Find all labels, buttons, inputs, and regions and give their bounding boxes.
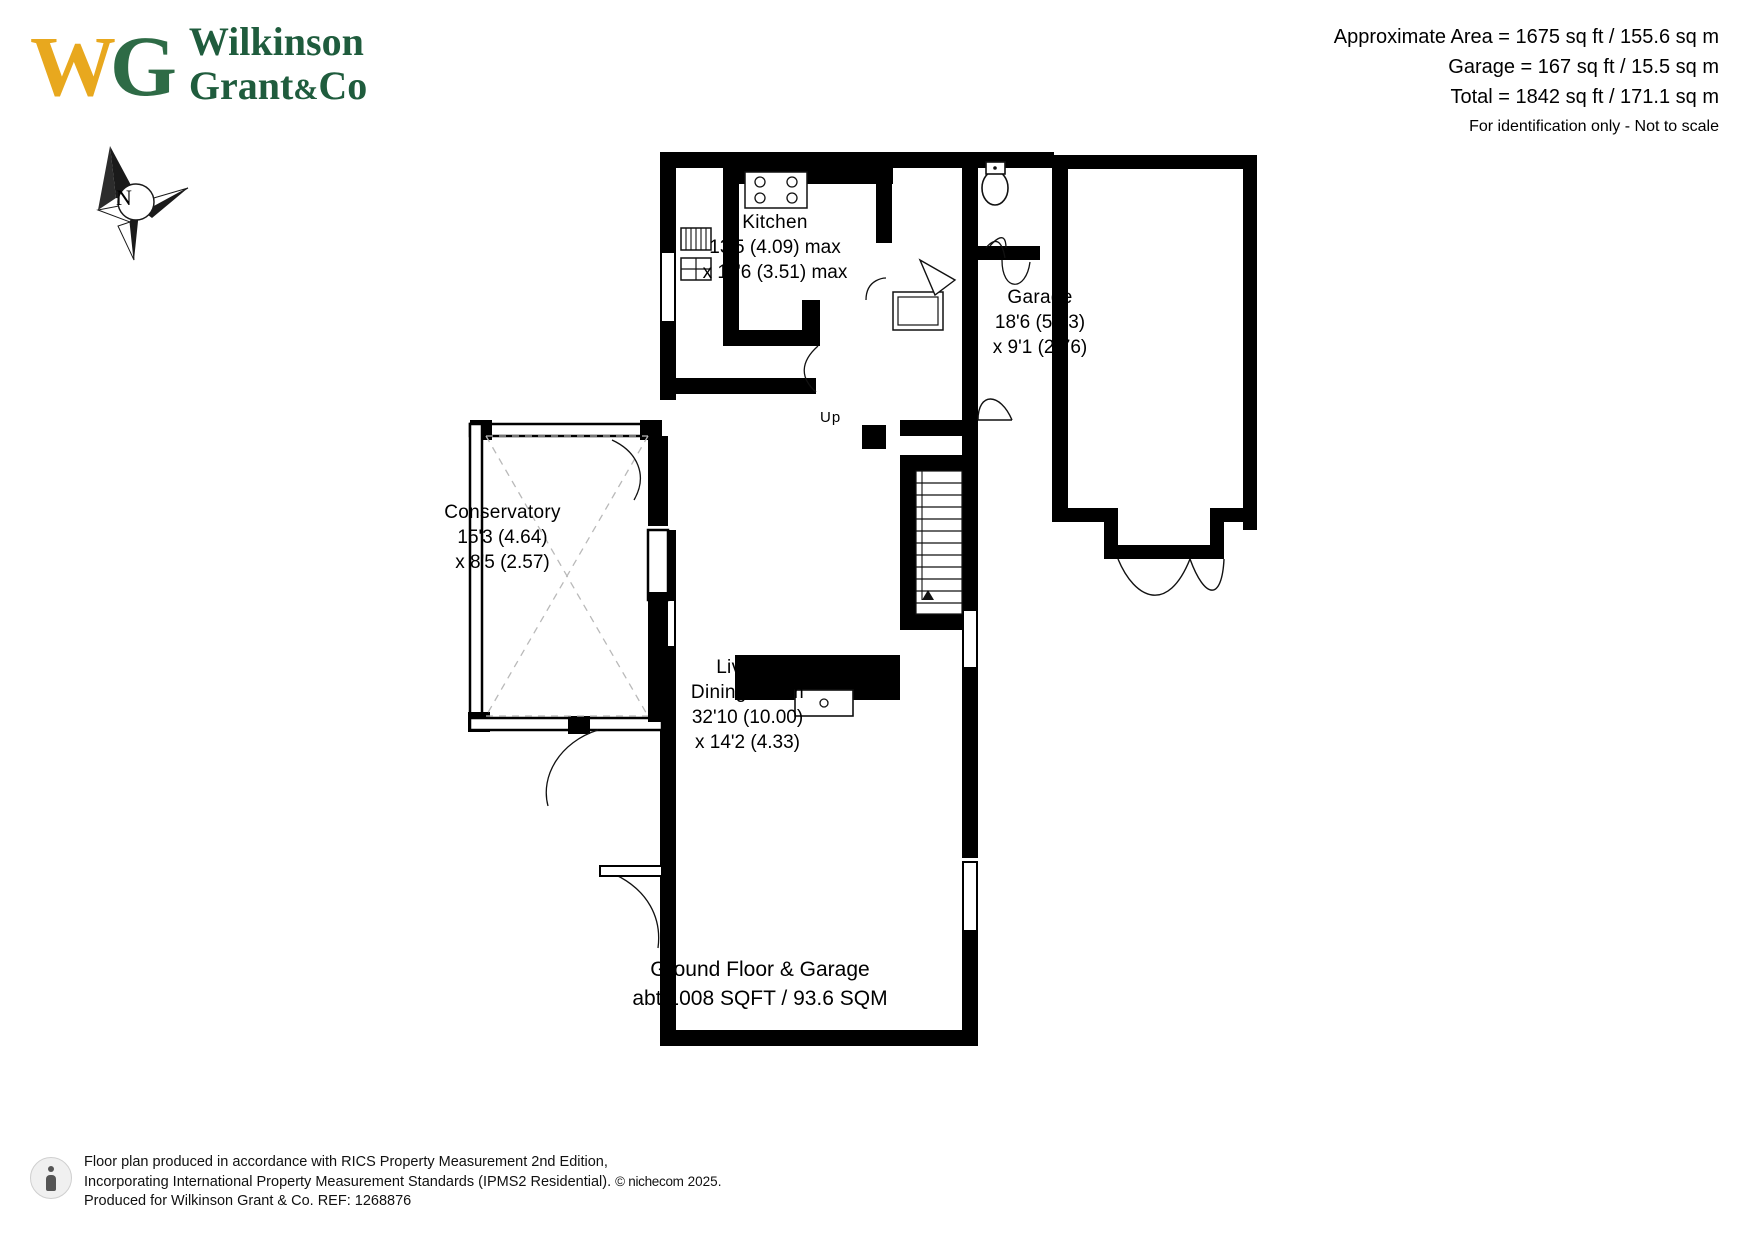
accessibility-person-icon xyxy=(30,1157,72,1199)
garage-outline xyxy=(1052,155,1257,595)
footer-line-3: Produced for Wilkinson Grant & Co. REF: 1268876 xyxy=(84,1193,412,1209)
conservatory-dim-1: 15'3 (4.64) xyxy=(457,527,548,548)
garage-area-text: Garage = 167 sq ft / 15.5 sq m xyxy=(1448,56,1719,78)
conservatory-dim-2: x 8'5 (2.57) xyxy=(455,552,550,573)
kitchen-dim-1: 13'5 (4.09) max xyxy=(709,237,841,258)
floor-area: abt 1008 SQFT / 93.6 SQM xyxy=(632,987,888,1010)
footer-line-1: Floor plan produced in accordance with RICS Property Measurement 2nd Edition, xyxy=(84,1154,608,1170)
footer-year: 2025. xyxy=(687,1174,722,1189)
logo-monogram-w: W xyxy=(30,18,110,114)
logo-word-line2: Grant xyxy=(188,63,294,108)
logo-word-amp: & xyxy=(293,73,319,106)
total-area-text: Total = 1842 sq ft / 171.1 sq m xyxy=(1450,86,1719,108)
garage-dim-2: x 9'1 (2.76) xyxy=(992,337,1088,358)
logo-monogram-g: G xyxy=(110,18,171,114)
room-label-conservatory xyxy=(395,500,610,575)
living-dim-2: x 14'2 (4.33) xyxy=(694,732,801,753)
footer-disclaimer xyxy=(30,1153,721,1211)
living-name-line2: Dining Room xyxy=(690,682,805,703)
compass-north-label: N xyxy=(116,185,132,210)
kitchen-dim-2: x 11'6 (3.51) max xyxy=(702,262,848,283)
footer-line-2: Incorporating International Property Measurement Standards (IPMS2 Residential). xyxy=(84,1174,612,1190)
room-label-garage xyxy=(940,285,1140,360)
living-name-line1: Living / xyxy=(716,657,779,678)
floor-caption xyxy=(560,955,960,1013)
living-dim-1: 32'10 (10.00) xyxy=(691,707,804,728)
kitchen-name: Kitchen xyxy=(742,212,808,233)
approximate-area-text: Approximate Area = 1675 sq ft / 155.6 sq m xyxy=(1333,26,1719,48)
conservatory-outline xyxy=(468,420,668,806)
floor-title: Ground Floor & Garage xyxy=(650,958,870,981)
stairs-up-label: Up xyxy=(820,409,842,426)
garage-name: Garage xyxy=(1007,287,1073,308)
room-label-kitchen xyxy=(655,210,895,285)
stairs xyxy=(900,455,962,630)
footer-copyright: © nichecom xyxy=(615,1174,684,1189)
logo-word-line1: Wilkinson xyxy=(188,19,364,64)
garage-dim-1: 18'6 (5.63) xyxy=(994,312,1086,333)
logo-word-line2b: Co xyxy=(318,63,368,108)
scale-disclaimer-text: For identification only - Not to scale xyxy=(1469,118,1719,135)
structural-column xyxy=(862,425,886,449)
conservatory-name: Conservatory xyxy=(444,502,561,523)
room-label-living-dining xyxy=(640,655,855,755)
